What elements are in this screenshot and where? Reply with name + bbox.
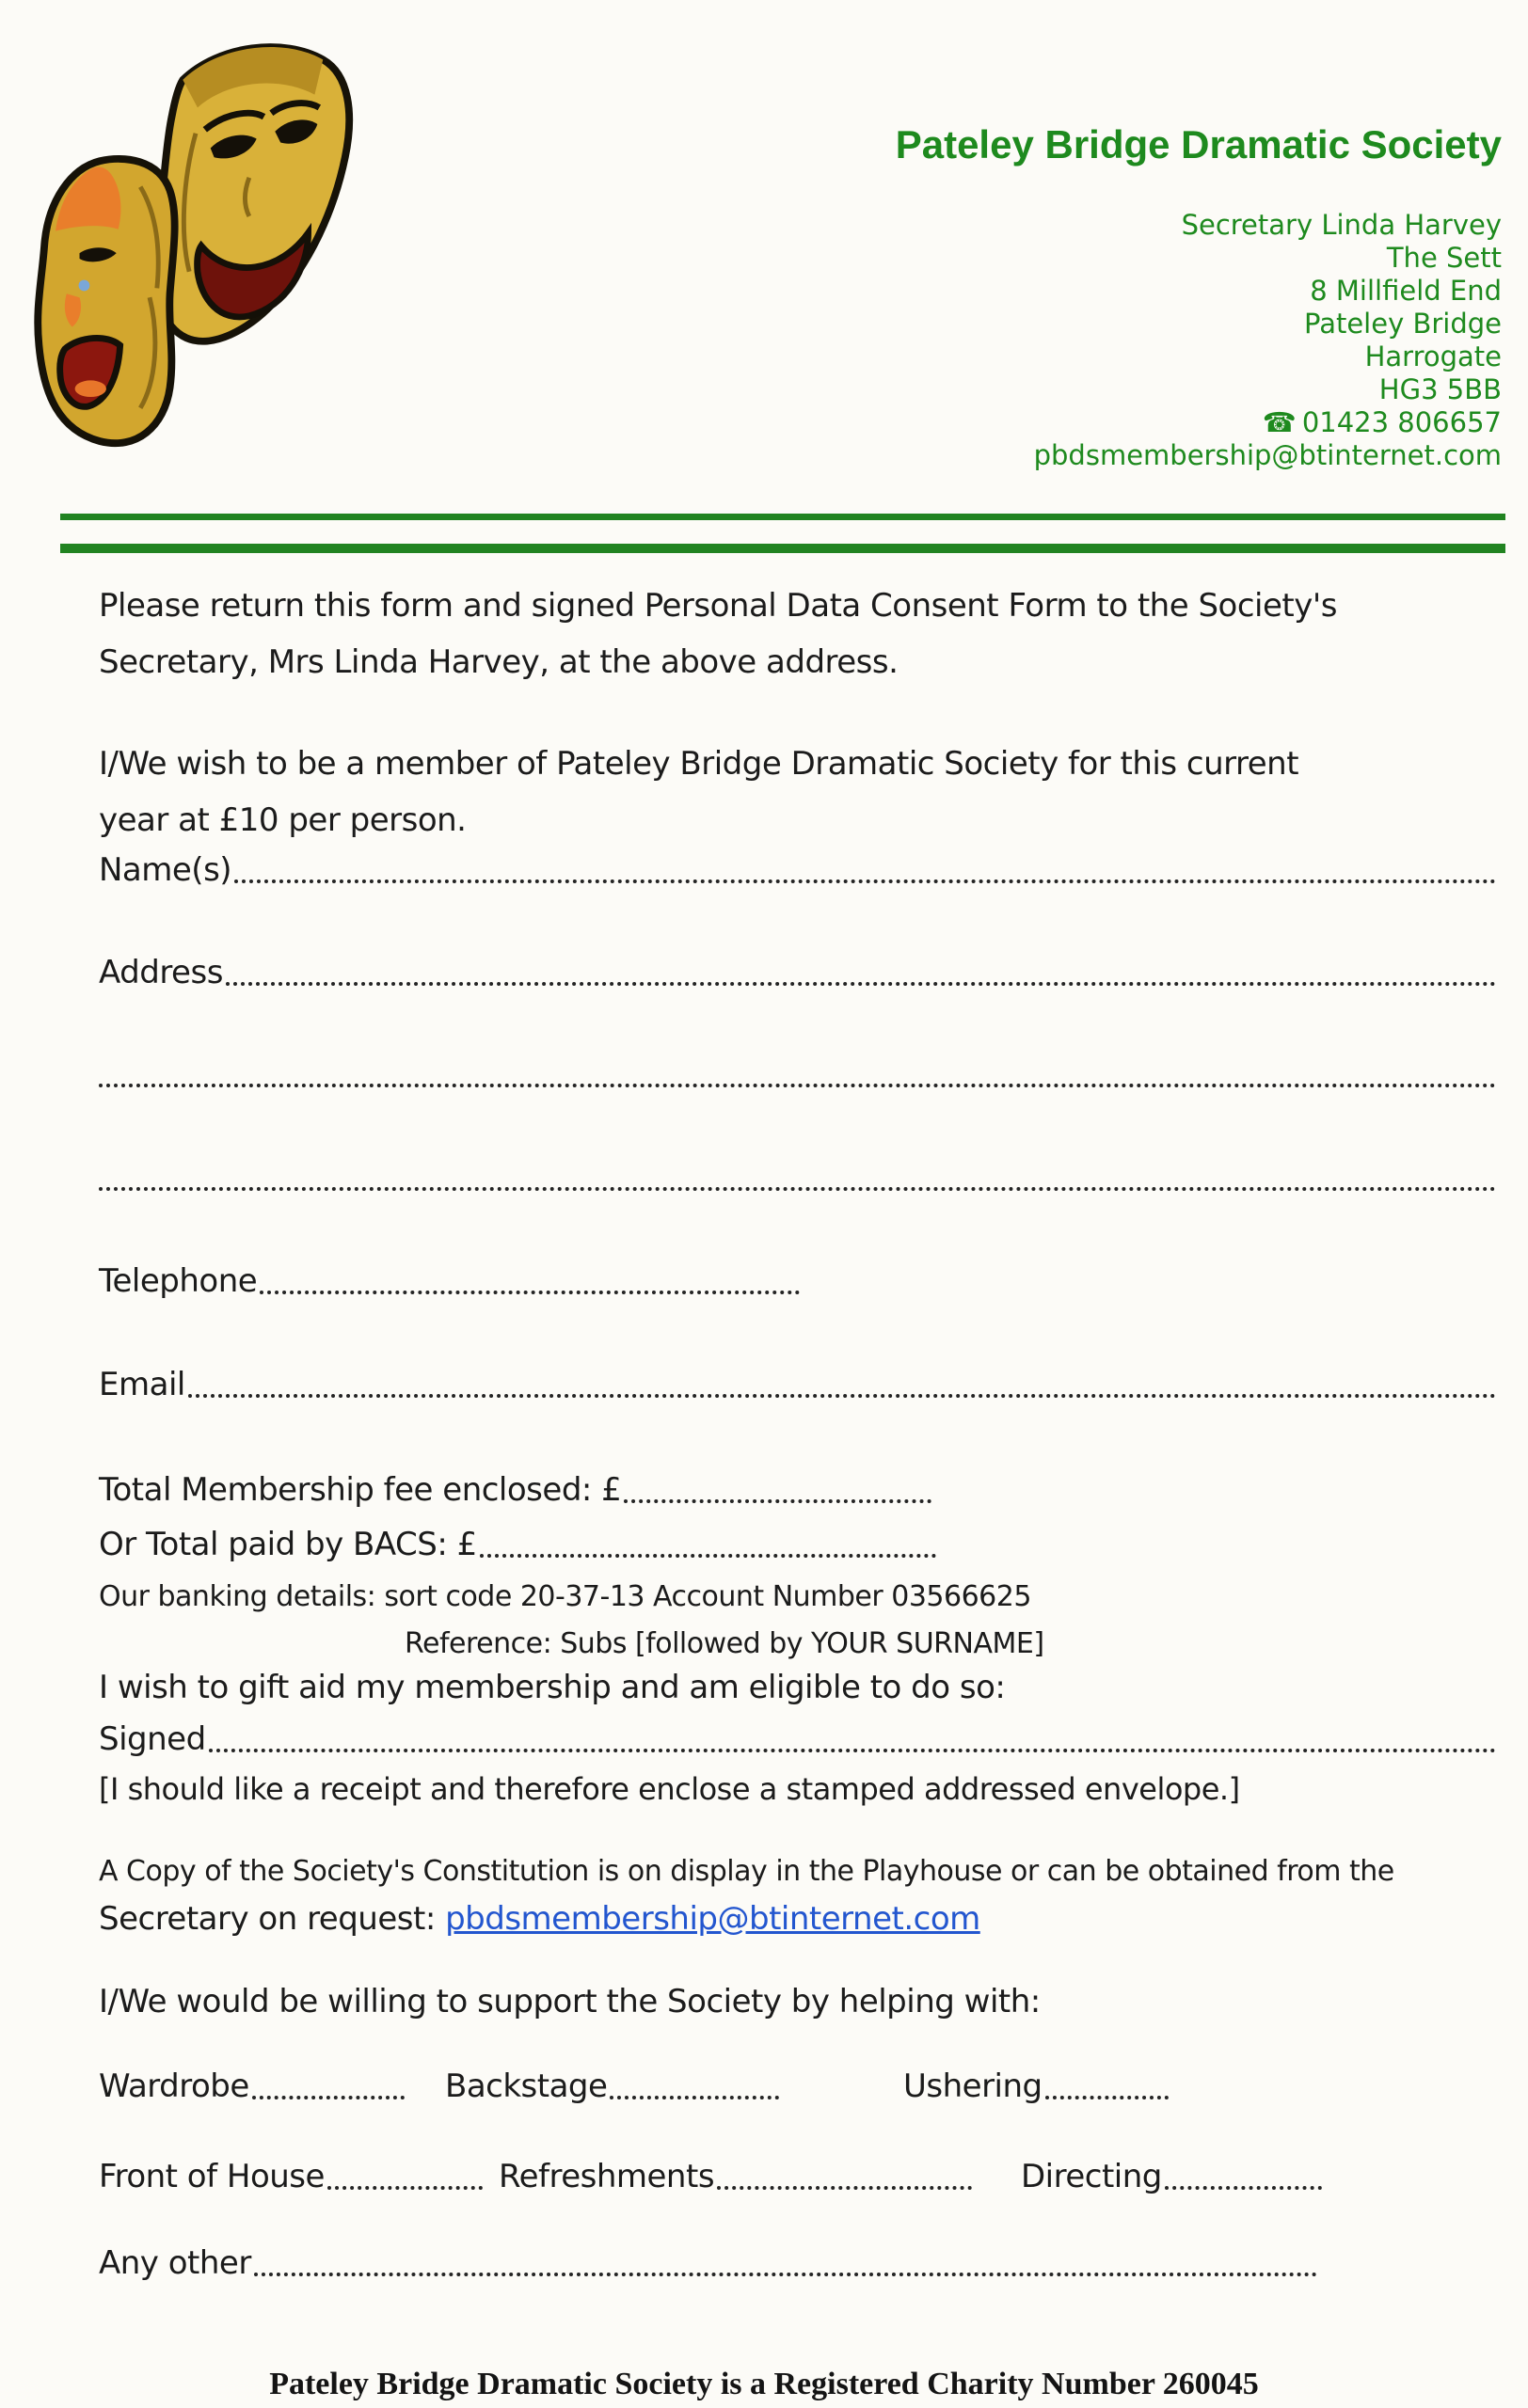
membership-line-2: year at £10 per person. <box>99 801 467 839</box>
society-title: Pateley Bridge Dramatic Society <box>895 122 1502 166</box>
directing-label: Directing <box>1021 2158 1162 2195</box>
front-of-house-input-line[interactable] <box>327 2186 483 2190</box>
comedy-and-tragedy-masks-logo <box>11 19 380 456</box>
refreshments-label: Refreshments <box>499 2158 715 2195</box>
address-input-line-2[interactable] <box>99 1084 1496 1087</box>
telephone-input-line[interactable] <box>260 1291 800 1294</box>
fee-row <box>99 1469 931 1511</box>
address-row <box>99 952 1496 993</box>
wardrobe-input-line[interactable] <box>252 2096 405 2099</box>
intro-line-2: Secretary, Mrs Linda Harvey, at the above address. <box>99 643 899 681</box>
ushering-label: Ushering <box>903 2067 1043 2105</box>
signed-row <box>99 1719 1496 1760</box>
refreshments-row <box>499 2156 972 2197</box>
name-input-line[interactable] <box>234 879 1496 883</box>
bacs-row <box>99 1524 936 1565</box>
signature-input-line[interactable] <box>209 1749 1496 1752</box>
front-of-house-row <box>99 2156 483 2197</box>
telephone-icon: ☎ <box>1262 406 1297 438</box>
refreshments-input-line[interactable] <box>717 2186 972 2190</box>
email-label: Email <box>99 1366 185 1403</box>
signed-label: Signed <box>99 1720 206 1758</box>
front-of-house-label: Front of House <box>99 2158 325 2195</box>
fee-input-line[interactable] <box>624 1499 931 1503</box>
bacs-label: Or Total paid by BACS: £ <box>99 1526 477 1563</box>
name-row <box>99 849 1496 891</box>
constitution-line-2 <box>99 1898 980 1940</box>
membership-line-1: I/We wish to be a member of Pateley Bridge Dramatic Society for this current <box>99 745 1299 783</box>
contact-email: pbdsmembership@btinternet.com <box>1033 439 1502 471</box>
comedy-mask-icon <box>156 47 349 341</box>
contact-block <box>1034 209 1502 472</box>
wardrobe-label: Wardrobe <box>99 2067 249 2105</box>
banking-details: Our banking details: sort code 20-37-13 Account Number 03566625 <box>99 1580 1031 1613</box>
any-other-label: Any other <box>99 2244 251 2282</box>
ushering-input-line[interactable] <box>1045 2096 1169 2099</box>
helping-intro: I/We would be willing to support the Society by helping with: <box>99 1983 1041 2020</box>
fee-label: Total Membership fee enclosed: £ <box>99 1471 622 1509</box>
address-input-line[interactable] <box>226 982 1496 986</box>
constitution-line-2-prefix: Secretary on request: <box>99 1900 446 1938</box>
wardrobe-row <box>99 2066 405 2107</box>
footer-charity-text: Pateley Bridge Dramatic Society is a Registered Charity Number 260045 <box>269 2367 1259 2401</box>
payment-reference: Reference: Subs [followed by YOUR SURNAME] <box>405 1627 1044 1660</box>
contact-phone-number: 01423 806657 <box>1301 406 1502 438</box>
green-rule-bottom <box>60 544 1505 553</box>
contact-street: 8 Millfield End <box>1310 275 1502 307</box>
any-other-input-line[interactable] <box>254 2273 1317 2276</box>
tragedy-mask-icon <box>38 159 174 443</box>
backstage-label: Backstage <box>445 2067 608 2105</box>
green-rule-top <box>60 514 1505 520</box>
bacs-input-line[interactable] <box>480 1554 936 1558</box>
intro-line-1: Please return this form and signed Personal Data Consent Form to the Society's <box>99 587 1337 625</box>
ushering-row <box>903 2066 1169 2107</box>
contact-secretary: Secretary Linda Harvey <box>1181 209 1502 241</box>
constitution-line-1: A Copy of the Society's Constitution is on display in the Playhouse or can be obtained from the <box>99 1855 1394 1888</box>
email-row <box>99 1364 1496 1405</box>
email-input-line[interactable] <box>188 1394 1496 1398</box>
contact-house: The Sett <box>1386 242 1502 274</box>
contact-town: Pateley Bridge <box>1304 308 1502 340</box>
address-input-line-3[interactable] <box>99 1187 1496 1191</box>
backstage-row <box>445 2066 779 2107</box>
gift-aid-statement: I wish to gift aid my membership and am eligible to do so: <box>99 1669 1006 1706</box>
contact-city: Harrogate <box>1364 341 1502 372</box>
receipt-note: [I should like a receipt and therefore enclose a stamped addressed envelope.] <box>99 1771 1240 1807</box>
directing-row <box>1021 2156 1322 2197</box>
backstage-input-line[interactable] <box>610 2096 779 2099</box>
contact-phone-line <box>1034 406 1502 439</box>
constitution-email-link[interactable]: pbdsmembership@btinternet.com <box>445 1900 980 1938</box>
directing-input-line[interactable] <box>1165 2186 1322 2190</box>
address-label: Address <box>99 954 223 991</box>
telephone-row <box>99 1260 800 1302</box>
contact-postcode: HG3 5BB <box>1378 373 1502 405</box>
telephone-label: Telephone <box>99 1262 258 1300</box>
name-label: Name(s) <box>99 851 232 889</box>
any-other-row <box>99 2242 1317 2284</box>
